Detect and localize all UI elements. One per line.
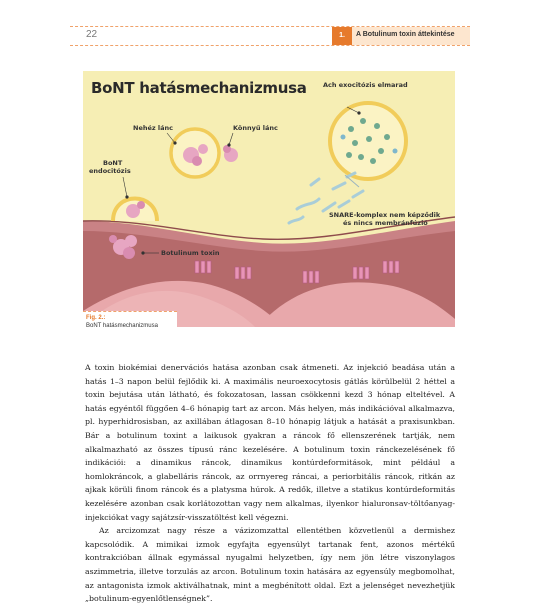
- caption-text: BoNT hatásmechanizmusa: [86, 323, 158, 327]
- label-heavy-chain: Nehéz lánc: [133, 124, 174, 132]
- label-toxin: Botulinum toxin: [161, 249, 220, 257]
- label-exocytosis: Ach exocitózis elmarad: [323, 81, 408, 89]
- page-header: [70, 26, 470, 46]
- chapter-title: A Botulinum toxin áttekintése: [356, 31, 455, 38]
- caption-number: Fig. 2.:: [86, 315, 106, 321]
- figure-illustration: [83, 71, 455, 327]
- endocytosis-vesicle: [113, 199, 157, 222]
- figure-title: BoNT hatásmechanizmusa: [91, 79, 307, 97]
- label-snare-2: és nincs membránfúzió: [343, 219, 428, 227]
- figure-caption: [83, 311, 177, 327]
- label-light-chain: Könnyű lánc: [233, 124, 278, 132]
- paragraph-2: Az arcizomzat nagy része a vázizomzattal ellentétben közvetlenül a dermishez kapcsolódik. A mimikai izmok egyfajta egyensúlyt tartanak fent, azonos mértékű kontrakcióban állnak egymással nyugalmi helyzetben, így nem jön létre viszonylagos aszimmetria, illetve torzulás az arcon. Botulinum toxin hatására az egyensúly megbomolhat, az antagonista izmok aktiválhatnak, mint a megbénított oldal. Ezt a jelenséget nevezhetjük „botulinum-egyenlőtlenségnek”.: [85, 526, 455, 604]
- exocytosis-vesicle: [330, 103, 406, 179]
- chapter-number: 1.: [332, 27, 352, 45]
- paragraph-1: A toxin biokémiai denervációs hatása azonban csak átmeneti. Az injekció beadása után a hatás 1–3 napon belül fejlődik ki. A maximális neuroexocytosis gátlás körülbelül 2 héttel a toxin bejutása után látható, és fokozatosan, lassan csökkenni kezd 3 hónap elteltével. A hatás egyéntől függően 4–6 hónapig tart az arcon. Más helyen, más indikációval alkalmazva, pl. hyperhidrosisban, az axillában átlagosan 8–10 hónapig látjuk a hatását a praxisunkban. Bár a botulinum toxint a laikusok gyakran a ráncok fő ellenszerének tartják, nem alkalmazható az összes típusú ránc kezelésére. A botulinum toxin ránckezelésének fő indikációi: a dinamikus ráncok, dinamikus kontúrdeformitások, mint például a homlokráncok, a glabelláris ráncok, az orrnyereg ráncai, a periorbitális ráncok, ritkán az ajkak körüli finom ráncok és a platysma húrok. A redők, illetve a statikus kontúrdeformitás kezelésére azonban csak korlátozottan vagy nem alkalmas, ilyenkor hialuronsav-töltőanyag-injekciókat vagy sajátzsír-visszatöltést kell végezni.: [85, 363, 455, 522]
- page-number: 22: [86, 29, 98, 40]
- body-text: [85, 361, 455, 606]
- label-endocytosis-1: BoNT: [103, 159, 123, 167]
- figure-bont-mechanism: [83, 71, 455, 327]
- label-endocytosis-2: endocitózis: [89, 167, 131, 175]
- label-snare-1: SNARE-komplex nem képződik: [329, 211, 441, 219]
